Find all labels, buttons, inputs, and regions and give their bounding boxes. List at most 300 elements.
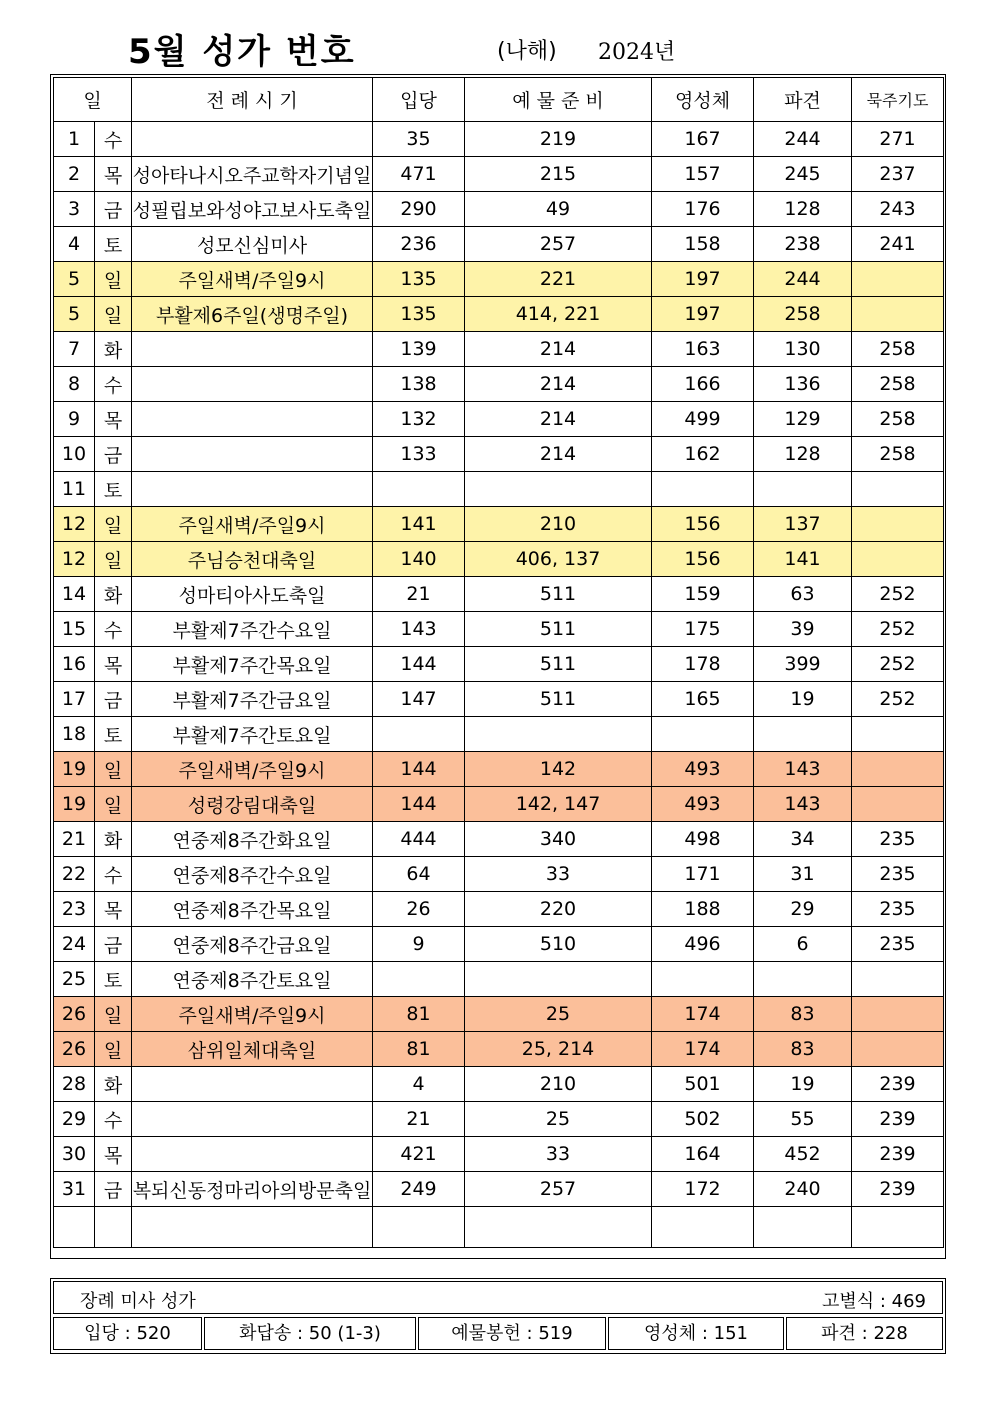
rosary-hymn-cell [852,262,944,297]
weekday-cell: 일 [95,1032,132,1067]
communion-hymn-cell: 175 [652,612,754,647]
rosary-hymn-cell [852,997,944,1032]
day-cell: 2 [54,157,95,192]
day-cell: 11 [54,472,95,507]
communion-hymn-cell: 174 [652,997,754,1032]
rosary-hymn-cell: 237 [852,157,944,192]
liturgical-event-cell: 연중제8주간금요일 [132,927,373,962]
empty-table-row [54,1207,944,1248]
day-cell: 22 [54,857,95,892]
liturgical-event-cell: 주일새벽/주일9시 [132,997,373,1032]
dismissal-hymn-cell: 39 [754,612,852,647]
dismissal-hymn-cell: 130 [754,332,852,367]
rosary-hymn-cell [852,297,944,332]
day-cell: 5 [54,297,95,332]
offertory-hymn-cell: 25 [465,997,652,1032]
liturgical-event-cell: 주님승천대축일 [132,542,373,577]
entrance-hymn-cell: 21 [373,577,465,612]
dismissal-hymn-cell: 31 [754,857,852,892]
day-cell: 4 [54,227,95,262]
entrance-hymn-cell: 421 [373,1137,465,1172]
empty-cell [54,1207,95,1248]
funeral-dismissal: 파견 : 228 [786,1317,943,1350]
communion-hymn-cell: 166 [652,367,754,402]
communion-hymn-cell: 493 [652,787,754,822]
liturgical-event-cell [132,122,373,157]
offertory-hymn-cell: 511 [465,647,652,682]
entrance-hymn-cell: 9 [373,927,465,962]
liturgical-event-cell: 부활제7주간목요일 [132,647,373,682]
communion-hymn-cell: 171 [652,857,754,892]
day-cell: 26 [54,1032,95,1067]
offertory-hymn-cell: 215 [465,157,652,192]
table-row [54,1102,944,1137]
communion-hymn-cell: 156 [652,542,754,577]
liturgical-event-cell: 복되신동정마리아의방문축일 [132,1172,373,1207]
weekday-cell: 일 [95,752,132,787]
empty-cell [465,1207,652,1248]
entrance-hymn-cell: 140 [373,542,465,577]
weekday-cell: 일 [95,507,132,542]
weekday-cell: 수 [95,857,132,892]
dismissal-hymn-cell: 238 [754,227,852,262]
dismissal-hymn-cell: 258 [754,297,852,332]
col-header-dismissal: 파견 [754,78,852,122]
empty-cell [652,1207,754,1248]
dismissal-hymn-cell: 245 [754,157,852,192]
communion-hymn-cell: 174 [652,1032,754,1067]
offertory-hymn-cell: 25, 214 [465,1032,652,1067]
entrance-hymn-cell: 21 [373,1102,465,1137]
communion-hymn-cell: 498 [652,822,754,857]
rosary-hymn-cell [852,717,944,752]
entrance-hymn-cell [373,472,465,507]
day-cell: 17 [54,682,95,717]
dismissal-hymn-cell: 136 [754,367,852,402]
table-row [54,787,944,822]
table-row [54,367,944,402]
communion-hymn-cell: 157 [652,157,754,192]
table-row [54,577,944,612]
day-cell: 3 [54,192,95,227]
rosary-hymn-cell: 239 [852,1102,944,1137]
col-header-liturgical-season: 전 례 시 기 [132,78,373,122]
entrance-hymn-cell: 143 [373,612,465,647]
dismissal-hymn-cell: 83 [754,997,852,1032]
funeral-communion: 영성체 : 151 [608,1317,784,1350]
dismissal-hymn-cell: 19 [754,682,852,717]
liturgical-event-cell [132,472,373,507]
dismissal-hymn-cell: 83 [754,1032,852,1067]
dismissal-hymn-cell [754,962,852,997]
liturgical-event-cell [132,437,373,472]
table-row [54,227,944,262]
weekday-cell: 수 [95,367,132,402]
table-row [54,507,944,542]
table-row [54,1032,944,1067]
table-row [54,1067,944,1102]
liturgical-event-cell: 성필립보와성야고보사도축일 [132,192,373,227]
table-row [54,402,944,437]
weekday-cell: 수 [95,1102,132,1137]
communion-hymn-cell: 172 [652,1172,754,1207]
rosary-hymn-cell: 243 [852,192,944,227]
table-row [54,752,944,787]
entrance-hymn-cell: 144 [373,647,465,682]
table-row [54,262,944,297]
communion-hymn-cell: 499 [652,402,754,437]
table-row [54,892,944,927]
communion-hymn-cell: 496 [652,927,754,962]
offertory-hymn-cell: 511 [465,612,652,647]
liturgical-event-cell: 연중제8주간토요일 [132,962,373,997]
weekday-cell: 화 [95,332,132,367]
entrance-hymn-cell: 64 [373,857,465,892]
dismissal-hymn-cell: 29 [754,892,852,927]
table-row [54,542,944,577]
weekday-cell: 토 [95,227,132,262]
entrance-hymn-cell: 471 [373,157,465,192]
liturgical-event-cell: 부활제6주일(생명주일) [132,297,373,332]
dismissal-hymn-cell: 6 [754,927,852,962]
rosary-hymn-cell: 235 [852,822,944,857]
offertory-hymn-cell: 214 [465,367,652,402]
offertory-hymn-cell: 257 [465,227,652,262]
weekday-cell: 화 [95,1067,132,1102]
weekday-cell: 수 [95,122,132,157]
table-row [54,297,944,332]
weekday-cell: 일 [95,297,132,332]
liturgical-event-cell [132,402,373,437]
rosary-hymn-cell: 252 [852,647,944,682]
communion-hymn-cell: 158 [652,227,754,262]
table-row [54,157,944,192]
communion-hymn-cell: 188 [652,892,754,927]
table-row [54,997,944,1032]
rosary-hymn-cell: 239 [852,1172,944,1207]
weekday-cell: 일 [95,542,132,577]
day-cell: 19 [54,787,95,822]
liturgical-event-cell: 부활제7주간토요일 [132,717,373,752]
funeral-responsorial: 화답송 : 50 (1-3) [204,1317,416,1350]
table-row [54,717,944,752]
day-cell: 19 [54,752,95,787]
dismissal-hymn-cell: 129 [754,402,852,437]
day-cell: 14 [54,577,95,612]
day-cell: 28 [54,1067,95,1102]
rosary-hymn-cell [852,1032,944,1067]
communion-hymn-cell: 164 [652,1137,754,1172]
weekday-cell: 화 [95,822,132,857]
communion-hymn-cell [652,962,754,997]
weekday-cell: 금 [95,437,132,472]
liturgical-cycle: (나해) [497,39,557,64]
rosary-hymn-cell [852,752,944,787]
liturgical-event-cell [132,367,373,402]
liturgical-event-cell: 성령강림대축일 [132,787,373,822]
weekday-cell: 금 [95,1172,132,1207]
offertory-hymn-cell [465,717,652,752]
offertory-hymn-cell: 214 [465,332,652,367]
communion-hymn-cell: 163 [652,332,754,367]
entrance-hymn-cell [373,962,465,997]
table-row [54,1137,944,1172]
rosary-hymn-cell: 252 [852,682,944,717]
dismissal-hymn-cell [754,472,852,507]
communion-hymn-cell: 176 [652,192,754,227]
liturgical-event-cell [132,1067,373,1102]
offertory-hymn-cell: 33 [465,857,652,892]
table-row [54,682,944,717]
dismissal-hymn-cell: 19 [754,1067,852,1102]
dismissal-hymn-cell [754,717,852,752]
table-row [54,647,944,682]
rosary-hymn-cell: 252 [852,577,944,612]
entrance-hymn-cell: 138 [373,367,465,402]
dismissal-hymn-cell: 63 [754,577,852,612]
day-cell: 10 [54,437,95,472]
table-row [54,962,944,997]
col-header-rosary: 묵주기도 [852,78,944,122]
communion-hymn-cell: 501 [652,1067,754,1102]
funeral-offertory: 예물봉헌 : 519 [418,1317,606,1350]
offertory-hymn-cell: 219 [465,122,652,157]
table-row [54,822,944,857]
communion-hymn-cell: 178 [652,647,754,682]
weekday-cell: 목 [95,402,132,437]
table-header-row [54,78,944,122]
rosary-hymn-cell: 271 [852,122,944,157]
liturgical-event-cell: 연중제8주간화요일 [132,822,373,857]
communion-hymn-cell: 197 [652,297,754,332]
entrance-hymn-cell: 290 [373,192,465,227]
day-cell: 8 [54,367,95,402]
entrance-hymn-cell: 141 [373,507,465,542]
page-title: 5월 성가 번호 [128,32,356,72]
table-row [54,472,944,507]
rosary-hymn-cell: 235 [852,857,944,892]
weekday-cell: 일 [95,787,132,822]
entrance-hymn-cell: 444 [373,822,465,857]
offertory-hymn-cell: 49 [465,192,652,227]
dismissal-hymn-cell: 34 [754,822,852,857]
liturgical-event-cell: 성아타나시오주교학자기념일 [132,157,373,192]
funeral-title-row [53,1281,943,1314]
offertory-hymn-cell: 414, 221 [465,297,652,332]
table-row [54,192,944,227]
table-row [54,927,944,962]
entrance-hymn-cell [373,717,465,752]
communion-hymn-cell: 162 [652,437,754,472]
rosary-hymn-cell: 252 [852,612,944,647]
empty-cell [95,1207,132,1248]
weekday-cell: 일 [95,997,132,1032]
entrance-hymn-cell: 26 [373,892,465,927]
communion-hymn-cell: 165 [652,682,754,717]
entrance-hymn-cell: 147 [373,682,465,717]
communion-hymn-cell: 167 [652,122,754,157]
hymn-schedule-table [53,77,944,1248]
col-header-communion: 영성체 [652,78,754,122]
offertory-hymn-cell: 25 [465,1102,652,1137]
offertory-hymn-cell: 340 [465,822,652,857]
liturgical-event-cell [132,1137,373,1172]
dismissal-hymn-cell: 128 [754,437,852,472]
day-cell: 29 [54,1102,95,1137]
offertory-hymn-cell: 33 [465,1137,652,1172]
liturgical-event-cell [132,332,373,367]
offertory-hymn-cell: 142, 147 [465,787,652,822]
weekday-cell: 금 [95,192,132,227]
rosary-hymn-cell: 235 [852,927,944,962]
entrance-hymn-cell: 144 [373,752,465,787]
rosary-hymn-cell: 258 [852,437,944,472]
offertory-hymn-cell: 210 [465,507,652,542]
liturgical-event-cell: 주일새벽/주일9시 [132,752,373,787]
liturgical-event-cell: 삼위일체대축일 [132,1032,373,1067]
offertory-hymn-cell: 511 [465,682,652,717]
liturgical-event-cell: 주일새벽/주일9시 [132,262,373,297]
table-row [54,1172,944,1207]
table-row [54,857,944,892]
communion-hymn-cell: 156 [652,507,754,542]
dismissal-hymn-cell: 244 [754,122,852,157]
col-header-day: 일 [54,78,132,122]
empty-cell [852,1207,944,1248]
dismissal-hymn-cell: 141 [754,542,852,577]
dismissal-hymn-cell: 399 [754,647,852,682]
empty-cell [754,1207,852,1248]
entrance-hymn-cell: 132 [373,402,465,437]
communion-hymn-cell [652,472,754,507]
funeral-entrance: 입당 : 520 [53,1317,202,1350]
day-cell: 7 [54,332,95,367]
day-cell: 18 [54,717,95,752]
funeral-farewell: 고별식 : 469 [821,1291,926,1312]
day-cell: 5 [54,262,95,297]
day-cell: 26 [54,997,95,1032]
liturgical-event-cell [132,1102,373,1137]
day-cell: 12 [54,542,95,577]
dismissal-hymn-cell: 143 [754,752,852,787]
entrance-hymn-cell: 135 [373,297,465,332]
day-cell: 9 [54,402,95,437]
communion-hymn-cell: 159 [652,577,754,612]
entrance-hymn-cell: 35 [373,122,465,157]
dismissal-hymn-cell: 55 [754,1102,852,1137]
table-row [54,612,944,647]
liturgical-event-cell: 부활제7주간금요일 [132,682,373,717]
weekday-cell: 토 [95,472,132,507]
day-cell: 31 [54,1172,95,1207]
rosary-hymn-cell: 258 [852,367,944,402]
day-cell: 15 [54,612,95,647]
entrance-hymn-cell: 135 [373,262,465,297]
offertory-hymn-cell: 406, 137 [465,542,652,577]
year-label: 2024년 [598,40,676,65]
weekday-cell: 목 [95,1137,132,1172]
funeral-mass-title: 장례 미사 성가 [80,1291,196,1312]
day-cell: 23 [54,892,95,927]
entrance-hymn-cell: 249 [373,1172,465,1207]
rosary-hymn-cell: 239 [852,1137,944,1172]
communion-hymn-cell: 502 [652,1102,754,1137]
entrance-hymn-cell: 81 [373,997,465,1032]
offertory-hymn-cell: 220 [465,892,652,927]
entrance-hymn-cell: 139 [373,332,465,367]
entrance-hymn-cell: 81 [373,1032,465,1067]
rosary-hymn-cell [852,962,944,997]
table-row [54,332,944,367]
liturgical-event-cell: 연중제8주간목요일 [132,892,373,927]
communion-hymn-cell: 197 [652,262,754,297]
table-row [54,437,944,472]
weekday-cell: 목 [95,157,132,192]
offertory-hymn-cell: 210 [465,1067,652,1102]
rosary-hymn-cell: 239 [852,1067,944,1102]
day-cell: 1 [54,122,95,157]
offertory-hymn-cell: 510 [465,927,652,962]
entrance-hymn-cell: 4 [373,1067,465,1102]
dismissal-hymn-cell: 244 [754,262,852,297]
day-cell: 25 [54,962,95,997]
liturgical-event-cell: 성마티아사도축일 [132,577,373,612]
dismissal-hymn-cell: 240 [754,1172,852,1207]
weekday-cell: 화 [95,577,132,612]
offertory-hymn-cell: 221 [465,262,652,297]
rosary-hymn-cell: 258 [852,332,944,367]
col-header-offertory: 예 물 준 비 [465,78,652,122]
rosary-hymn-cell [852,507,944,542]
weekday-cell: 토 [95,717,132,752]
day-cell: 16 [54,647,95,682]
weekday-cell: 토 [95,962,132,997]
liturgical-event-cell: 주일새벽/주일9시 [132,507,373,542]
offertory-hymn-cell: 511 [465,577,652,612]
dismissal-hymn-cell: 452 [754,1137,852,1172]
rosary-hymn-cell: 241 [852,227,944,262]
dismissal-hymn-cell: 128 [754,192,852,227]
day-cell: 12 [54,507,95,542]
dismissal-hymn-cell: 137 [754,507,852,542]
empty-cell [132,1207,373,1248]
liturgical-event-cell: 연중제8주간수요일 [132,857,373,892]
offertory-hymn-cell: 257 [465,1172,652,1207]
weekday-cell: 목 [95,647,132,682]
offertory-hymn-cell: 214 [465,437,652,472]
rosary-hymn-cell [852,787,944,822]
rosary-hymn-cell [852,542,944,577]
col-header-entrance: 입당 [373,78,465,122]
liturgical-event-cell: 성모신심미사 [132,227,373,262]
weekday-cell: 금 [95,927,132,962]
offertory-hymn-cell: 142 [465,752,652,787]
rosary-hymn-cell: 258 [852,402,944,437]
liturgical-event-cell: 부활제7주간수요일 [132,612,373,647]
day-cell: 30 [54,1137,95,1172]
entrance-hymn-cell: 133 [373,437,465,472]
offertory-hymn-cell [465,472,652,507]
day-cell: 24 [54,927,95,962]
rosary-hymn-cell [852,472,944,507]
weekday-cell: 금 [95,682,132,717]
dismissal-hymn-cell: 143 [754,787,852,822]
offertory-hymn-cell [465,962,652,997]
rosary-hymn-cell: 235 [852,892,944,927]
entrance-hymn-cell: 144 [373,787,465,822]
communion-hymn-cell: 493 [652,752,754,787]
weekday-cell: 일 [95,262,132,297]
